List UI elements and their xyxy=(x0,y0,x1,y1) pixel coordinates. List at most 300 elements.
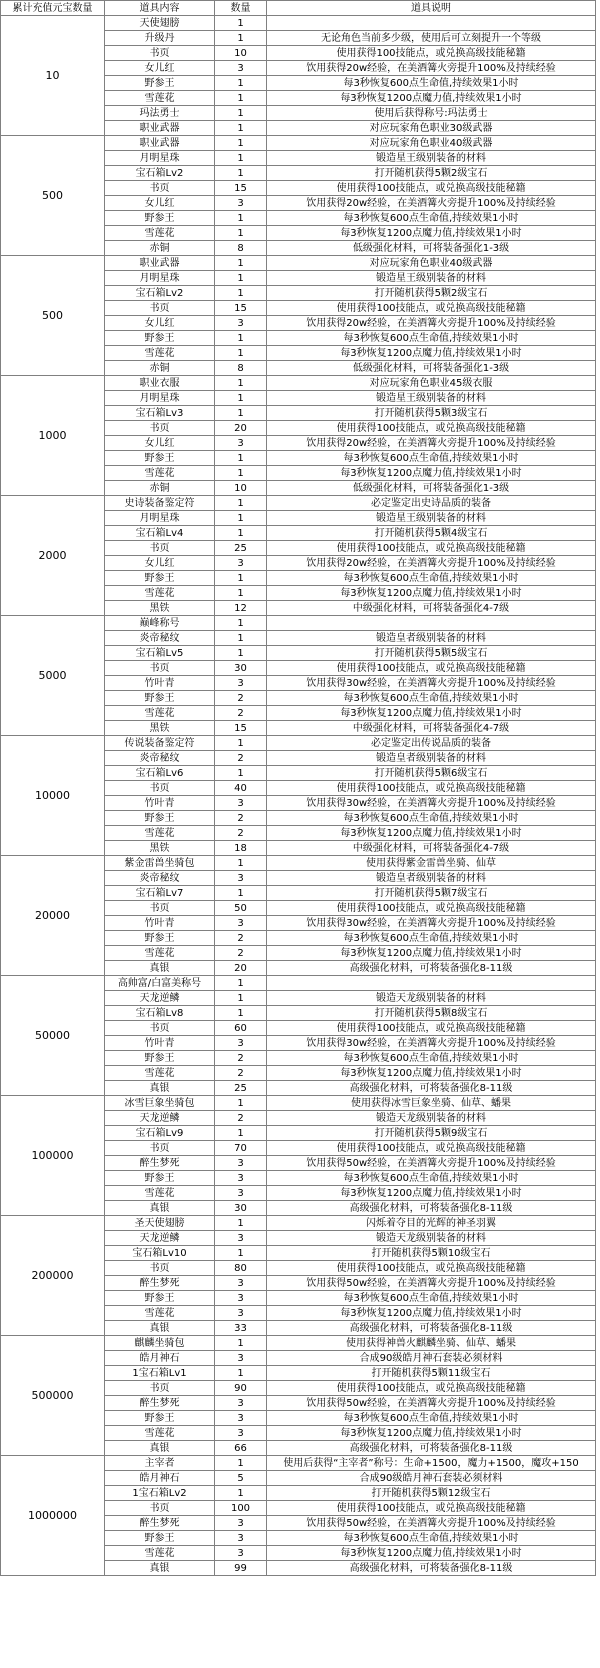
item-quantity: 3 xyxy=(215,916,267,931)
table-row xyxy=(1,1456,596,1471)
item-name: 书页 xyxy=(105,181,215,196)
item-quantity: 30 xyxy=(215,661,267,676)
item-description: 使用获得100技能点，或兑换高级技能秘籍 xyxy=(267,781,596,796)
item-quantity: 1 xyxy=(215,1366,267,1381)
item-quantity: 1 xyxy=(215,136,267,151)
item-quantity: 99 xyxy=(215,1561,267,1576)
item-name: 野参王 xyxy=(105,331,215,346)
item-description: 锻造皇者级别装备的材料 xyxy=(267,871,596,886)
item-quantity: 1 xyxy=(215,976,267,991)
item-quantity: 15 xyxy=(215,181,267,196)
item-name: 书页 xyxy=(105,541,215,556)
item-quantity: 50 xyxy=(215,901,267,916)
item-name: 野参王 xyxy=(105,571,215,586)
table-row xyxy=(1,856,596,871)
item-quantity: 3 xyxy=(215,676,267,691)
item-quantity: 1 xyxy=(215,331,267,346)
item-name: 宝石箱Lv9 xyxy=(105,1126,215,1141)
item-name: 雪莲花 xyxy=(105,586,215,601)
item-description: 饮用获得20w经验，在美酒篝火旁提升100%及持续经验 xyxy=(267,316,596,331)
item-description: 无论角色当前多少级，使用后可立刻提升一个等级 xyxy=(267,31,596,46)
recharge-tier-amount: 200000 xyxy=(1,1216,105,1336)
item-quantity: 1 xyxy=(215,511,267,526)
item-description: 打开随机获得5颗12级宝石 xyxy=(267,1486,596,1501)
item-quantity: 1 xyxy=(215,1456,267,1471)
item-description: 每3秒恢复600点生命值,持续效果1小时 xyxy=(267,451,596,466)
item-name: 真银 xyxy=(105,1201,215,1216)
table-row xyxy=(1,976,596,991)
item-quantity: 40 xyxy=(215,781,267,796)
item-name: 醉生梦死 xyxy=(105,1276,215,1291)
item-name: 野参王 xyxy=(105,931,215,946)
item-name: 天龙逆鳞 xyxy=(105,991,215,1006)
item-name: 月明星珠 xyxy=(105,271,215,286)
item-description: 打开随机获得5颗2级宝石 xyxy=(267,286,596,301)
item-name: 雪莲花 xyxy=(105,1546,215,1561)
item-description: 每3秒恢复1200点魔力值,持续效果1小时 xyxy=(267,466,596,481)
item-quantity: 25 xyxy=(215,541,267,556)
item-name: 黑铁 xyxy=(105,601,215,616)
item-quantity: 60 xyxy=(215,1021,267,1036)
item-quantity: 3 xyxy=(215,1036,267,1051)
item-quantity: 1 xyxy=(215,211,267,226)
item-quantity: 1 xyxy=(215,76,267,91)
item-quantity: 3 xyxy=(215,1351,267,1366)
item-name: 1宝石箱Lv1 xyxy=(105,1366,215,1381)
item-quantity: 1 xyxy=(215,571,267,586)
item-quantity: 1 xyxy=(215,1006,267,1021)
item-description: 饮用获得30w经验，在美酒篝火旁提升100%及持续经验 xyxy=(267,796,596,811)
item-name: 雪莲花 xyxy=(105,1186,215,1201)
item-description: 饮用获得30w经验，在美酒篝火旁提升100%及持续经验 xyxy=(267,916,596,931)
item-description: 每3秒恢复1200点魔力值,持续效果1小时 xyxy=(267,1546,596,1561)
item-name: 天龙逆鳞 xyxy=(105,1231,215,1246)
item-name: 紫金雷兽坐骑包 xyxy=(105,856,215,871)
item-description: 对应玩家角色职业40级武器 xyxy=(267,256,596,271)
item-name: 1宝石箱Lv2 xyxy=(105,1486,215,1501)
item-quantity: 3 xyxy=(215,316,267,331)
item-quantity: 1 xyxy=(215,451,267,466)
item-name: 职业武器 xyxy=(105,121,215,136)
item-quantity: 1 xyxy=(215,346,267,361)
item-description: 每3秒恢复1200点魔力值,持续效果1小时 xyxy=(267,91,596,106)
item-quantity: 1 xyxy=(215,886,267,901)
item-name: 雪莲花 xyxy=(105,226,215,241)
item-description: 使用获得100技能点，或兑换高级技能秘籍 xyxy=(267,541,596,556)
item-name: 女儿红 xyxy=(105,436,215,451)
item-description: 对应玩家角色职业30级武器 xyxy=(267,121,596,136)
item-quantity: 2 xyxy=(215,706,267,721)
item-description: 使用获得100技能点，或兑换高级技能秘籍 xyxy=(267,1141,596,1156)
item-quantity: 2 xyxy=(215,826,267,841)
item-quantity: 90 xyxy=(215,1381,267,1396)
item-name: 雪莲花 xyxy=(105,91,215,106)
item-quantity: 3 xyxy=(215,1546,267,1561)
item-quantity: 2 xyxy=(215,751,267,766)
item-description: 饮用获得20w经验，在美酒篝火旁提升100%及持续经验 xyxy=(267,196,596,211)
item-name: 书页 xyxy=(105,1261,215,1276)
item-name: 宝石箱Lv3 xyxy=(105,406,215,421)
item-quantity: 1 xyxy=(215,31,267,46)
item-description: 每3秒恢复1200点魔力值,持续效果1小时 xyxy=(267,1306,596,1321)
item-quantity: 1 xyxy=(215,166,267,181)
item-description: 高级强化材料，可将装备强化8-11级 xyxy=(267,1201,596,1216)
item-quantity: 3 xyxy=(215,796,267,811)
item-description: 每3秒恢复600点生命值,持续效果1小时 xyxy=(267,571,596,586)
item-name: 雪莲花 xyxy=(105,706,215,721)
item-name: 真银 xyxy=(105,1441,215,1456)
item-name: 女儿红 xyxy=(105,556,215,571)
item-description: 每3秒恢复600点生命值,持续效果1小时 xyxy=(267,76,596,91)
item-name: 雪莲花 xyxy=(105,346,215,361)
item-description: 饮用获得50w经验，在美酒篝火旁提升100%及持续经验 xyxy=(267,1516,596,1531)
item-quantity: 1 xyxy=(215,766,267,781)
item-description: 每3秒恢复600点生命值,持续效果1小时 xyxy=(267,211,596,226)
item-description: 饮用获得30w经验，在美酒篝火旁提升100%及持续经验 xyxy=(267,676,596,691)
recharge-tier-amount: 100000 xyxy=(1,1096,105,1216)
item-quantity: 1 xyxy=(215,91,267,106)
item-name: 真银 xyxy=(105,1321,215,1336)
item-description: 使用获得神兽火麒麟坐骑、仙草、蟠果 xyxy=(267,1336,596,1351)
item-description: 每3秒恢复1200点魔力值,持续效果1小时 xyxy=(267,226,596,241)
item-name: 麒麟坐骑包 xyxy=(105,1336,215,1351)
item-name: 宝石箱Lv7 xyxy=(105,886,215,901)
item-quantity: 1 xyxy=(215,496,267,511)
item-name: 皓月神石 xyxy=(105,1351,215,1366)
item-name: 巅峰称号 xyxy=(105,616,215,631)
item-quantity: 1 xyxy=(215,616,267,631)
item-quantity: 100 xyxy=(215,1501,267,1516)
item-description: 每3秒恢复600点生命值,持续效果1小时 xyxy=(267,1531,596,1546)
item-name: 史诗装备鉴定符 xyxy=(105,496,215,511)
item-description: 使用获得100技能点，或兑换高级技能秘籍 xyxy=(267,421,596,436)
item-quantity: 10 xyxy=(215,481,267,496)
item-quantity: 25 xyxy=(215,1081,267,1096)
item-name: 宝石箱Lv8 xyxy=(105,1006,215,1021)
item-name: 书页 xyxy=(105,301,215,316)
item-quantity: 1 xyxy=(215,1216,267,1231)
item-description: 打开随机获得5颗4级宝石 xyxy=(267,526,596,541)
item-quantity: 3 xyxy=(215,1306,267,1321)
item-name: 黑铁 xyxy=(105,841,215,856)
item-description: 锻造星王级别装备的材料 xyxy=(267,511,596,526)
item-quantity: 2 xyxy=(215,1066,267,1081)
item-quantity: 1 xyxy=(215,286,267,301)
item-quantity: 1 xyxy=(215,1096,267,1111)
item-description: 低级强化材料，可将装备强化1-3级 xyxy=(267,361,596,376)
table-row xyxy=(1,1216,596,1231)
item-description: 使用获得100技能点，或兑换高级技能秘籍 xyxy=(267,1021,596,1036)
item-name: 真银 xyxy=(105,1561,215,1576)
header-recharge-amount: 累计充值元宝数量 xyxy=(1,1,105,16)
item-description: 锻造皇者级别装备的材料 xyxy=(267,751,596,766)
item-description: 每3秒恢复1200点魔力值,持续效果1小时 xyxy=(267,346,596,361)
item-quantity: 1 xyxy=(215,271,267,286)
table-body xyxy=(1,16,596,1576)
item-description: 每3秒恢复1200点魔力值,持续效果1小时 xyxy=(267,586,596,601)
table-header-row xyxy=(1,1,596,16)
item-quantity: 80 xyxy=(215,1261,267,1276)
item-quantity: 18 xyxy=(215,841,267,856)
item-quantity: 3 xyxy=(215,1516,267,1531)
item-quantity: 3 xyxy=(215,196,267,211)
item-description: 合成90级皓月神石套装必须材料 xyxy=(267,1351,596,1366)
item-quantity: 20 xyxy=(215,961,267,976)
item-name: 炎帝秘纹 xyxy=(105,631,215,646)
item-name: 职业武器 xyxy=(105,136,215,151)
item-name: 圣天使翅膀 xyxy=(105,1216,215,1231)
item-quantity: 1 xyxy=(215,466,267,481)
item-name: 天龙逆鳞 xyxy=(105,1111,215,1126)
item-description: 高级强化材料，可将装备强化8-11级 xyxy=(267,1081,596,1096)
item-description: 打开随机获得5颗9级宝石 xyxy=(267,1126,596,1141)
item-description: 每3秒恢复600点生命值,持续效果1小时 xyxy=(267,1051,596,1066)
item-description: 对应玩家角色职业45级衣服 xyxy=(267,376,596,391)
item-quantity: 30 xyxy=(215,1201,267,1216)
item-name: 皓月神石 xyxy=(105,1471,215,1486)
item-description: 锻造天龙级别装备的材料 xyxy=(267,1231,596,1246)
item-quantity: 15 xyxy=(215,721,267,736)
item-description: 使用获得100技能点，或兑换高级技能秘籍 xyxy=(267,661,596,676)
recharge-tier-amount: 20000 xyxy=(1,856,105,976)
item-quantity: 3 xyxy=(215,61,267,76)
item-name: 女儿红 xyxy=(105,196,215,211)
item-description: 使用获得100技能点，或兑换高级技能秘籍 xyxy=(267,181,596,196)
item-quantity: 1 xyxy=(215,526,267,541)
item-description: 打开随机获得5颗8级宝石 xyxy=(267,1006,596,1021)
item-description: 打开随机获得5颗7级宝石 xyxy=(267,886,596,901)
item-description: 对应玩家角色职业40级武器 xyxy=(267,136,596,151)
item-description: 饮用获得50w经验，在美酒篝火旁提升100%及持续经验 xyxy=(267,1396,596,1411)
item-description: 每3秒恢复1200点魔力值,持续效果1小时 xyxy=(267,826,596,841)
item-description: 高级强化材料，可将装备强化8-11级 xyxy=(267,1441,596,1456)
header-item-content: 道具内容 xyxy=(105,1,215,16)
item-quantity: 2 xyxy=(215,931,267,946)
item-description: 打开随机获得5颗3级宝石 xyxy=(267,406,596,421)
item-name: 雪莲花 xyxy=(105,826,215,841)
item-name: 野参王 xyxy=(105,1171,215,1186)
item-quantity: 1 xyxy=(215,226,267,241)
item-name: 醉生梦死 xyxy=(105,1396,215,1411)
item-description: 每3秒恢复1200点魔力值,持续效果1小时 xyxy=(267,1426,596,1441)
item-name: 职业衣服 xyxy=(105,376,215,391)
item-quantity: 2 xyxy=(215,1111,267,1126)
item-description xyxy=(267,616,596,631)
item-quantity: 8 xyxy=(215,241,267,256)
table-row xyxy=(1,736,596,751)
item-description: 中级强化材料，可将装备强化4-7级 xyxy=(267,601,596,616)
table-row xyxy=(1,256,596,271)
recharge-tier-amount: 2000 xyxy=(1,496,105,616)
item-quantity: 1 xyxy=(215,121,267,136)
item-description: 使用后获得“主宰者”称号：生命+1500，魔力+1500，魔攻+150 xyxy=(267,1456,596,1471)
item-description: 每3秒恢复600点生命值,持续效果1小时 xyxy=(267,1171,596,1186)
item-quantity: 1 xyxy=(215,376,267,391)
item-name: 赤铜 xyxy=(105,361,215,376)
item-name: 野参王 xyxy=(105,691,215,706)
item-description: 每3秒恢复600点生命值,持续效果1小时 xyxy=(267,331,596,346)
item-description: 饮用获得50w经验，在美酒篝火旁提升100%及持续经验 xyxy=(267,1276,596,1291)
item-description: 低级强化材料，可将装备强化1-3级 xyxy=(267,481,596,496)
item-quantity: 3 xyxy=(215,1426,267,1441)
table-row xyxy=(1,496,596,511)
item-description: 锻造星王级别装备的材料 xyxy=(267,151,596,166)
item-description: 每3秒恢复600点生命值,持续效果1小时 xyxy=(267,811,596,826)
item-description: 锻造天龙级别装备的材料 xyxy=(267,991,596,1006)
item-name: 书页 xyxy=(105,901,215,916)
item-quantity: 12 xyxy=(215,601,267,616)
item-description: 锻造星王级别装备的材料 xyxy=(267,271,596,286)
item-description: 使用获得100技能点，或兑换高级技能秘籍 xyxy=(267,46,596,61)
item-description: 每3秒恢复1200点魔力值,持续效果1小时 xyxy=(267,706,596,721)
item-name: 玛法勇士 xyxy=(105,106,215,121)
item-name: 醉生梦死 xyxy=(105,1156,215,1171)
item-quantity: 3 xyxy=(215,1231,267,1246)
recharge-tier-amount: 1000000 xyxy=(1,1456,105,1576)
item-name: 主宰者 xyxy=(105,1456,215,1471)
item-description: 打开随机获得5颗6级宝石 xyxy=(267,766,596,781)
item-name: 女儿红 xyxy=(105,61,215,76)
item-description: 打开随机获得5颗11级宝石 xyxy=(267,1366,596,1381)
item-quantity: 1 xyxy=(215,646,267,661)
item-description: 使用获得100技能点，或兑换高级技能秘籍 xyxy=(267,1501,596,1516)
item-description: 每3秒恢复600点生命值,持续效果1小时 xyxy=(267,1291,596,1306)
item-name: 真银 xyxy=(105,1081,215,1096)
item-description: 必定鉴定出传说品质的装备 xyxy=(267,736,596,751)
item-name: 书页 xyxy=(105,1021,215,1036)
item-description: 闪烁着夺目的光辉的神圣羽翼 xyxy=(267,1216,596,1231)
item-description: 使用获得100技能点，或兑换高级技能秘籍 xyxy=(267,301,596,316)
item-description: 使用后获得称号:玛法勇士 xyxy=(267,106,596,121)
item-quantity: 2 xyxy=(215,946,267,961)
item-quantity: 3 xyxy=(215,1291,267,1306)
item-description: 使用获得100技能点，或兑换高级技能秘籍 xyxy=(267,1381,596,1396)
item-quantity: 2 xyxy=(215,691,267,706)
item-description: 高级强化材料，可将装备强化8-11级 xyxy=(267,1561,596,1576)
item-name: 野参王 xyxy=(105,76,215,91)
item-name: 升级丹 xyxy=(105,31,215,46)
item-quantity: 1 xyxy=(215,991,267,1006)
item-quantity: 8 xyxy=(215,361,267,376)
item-name: 竹叶青 xyxy=(105,796,215,811)
item-quantity: 70 xyxy=(215,1141,267,1156)
item-quantity: 1 xyxy=(215,106,267,121)
item-name: 野参王 xyxy=(105,1051,215,1066)
item-quantity: 33 xyxy=(215,1321,267,1336)
item-description: 每3秒恢复1200点魔力值,持续效果1小时 xyxy=(267,1186,596,1201)
item-quantity: 1 xyxy=(215,406,267,421)
item-quantity: 1 xyxy=(215,1126,267,1141)
item-quantity: 3 xyxy=(215,1396,267,1411)
item-name: 野参王 xyxy=(105,1411,215,1426)
item-name: 竹叶青 xyxy=(105,676,215,691)
item-quantity: 5 xyxy=(215,1471,267,1486)
item-description: 使用获得冰雪巨象坐骑、仙草、蟠果 xyxy=(267,1096,596,1111)
item-quantity: 1 xyxy=(215,391,267,406)
recharge-tier-amount: 500 xyxy=(1,136,105,256)
item-name: 雪莲花 xyxy=(105,1066,215,1081)
item-name: 竹叶青 xyxy=(105,1036,215,1051)
item-description: 合成90级皓月神石套装必须材料 xyxy=(267,1471,596,1486)
item-description: 每3秒恢复1200点魔力值,持续效果1小时 xyxy=(267,1066,596,1081)
item-quantity: 3 xyxy=(215,1156,267,1171)
item-name: 书页 xyxy=(105,421,215,436)
item-quantity: 3 xyxy=(215,871,267,886)
item-name: 冰雪巨象坐骑包 xyxy=(105,1096,215,1111)
item-description: 每3秒恢复600点生命值,持续效果1小时 xyxy=(267,691,596,706)
item-name: 书页 xyxy=(105,46,215,61)
table-row xyxy=(1,16,596,31)
item-description: 锻造天龙级别装备的材料 xyxy=(267,1111,596,1126)
item-quantity: 10 xyxy=(215,46,267,61)
item-description: 必定鉴定出史诗品质的装备 xyxy=(267,496,596,511)
recharge-tier-amount: 1000 xyxy=(1,376,105,496)
item-description: 打开随机获得5颗2级宝石 xyxy=(267,166,596,181)
item-name: 野参王 xyxy=(105,811,215,826)
table-row xyxy=(1,1096,596,1111)
item-quantity: 3 xyxy=(215,1186,267,1201)
item-description xyxy=(267,976,596,991)
item-name: 炎帝秘纹 xyxy=(105,751,215,766)
item-name: 宝石箱Lv10 xyxy=(105,1246,215,1261)
item-name: 月明星珠 xyxy=(105,391,215,406)
item-name: 真银 xyxy=(105,961,215,976)
item-description: 每3秒恢复1200点魔力值,持续效果1小时 xyxy=(267,946,596,961)
recharge-tier-amount: 10 xyxy=(1,16,105,136)
recharge-tier-amount: 10000 xyxy=(1,736,105,856)
item-name: 醉生梦死 xyxy=(105,1516,215,1531)
item-name: 雪莲花 xyxy=(105,466,215,481)
item-quantity: 1 xyxy=(215,1336,267,1351)
item-name: 野参王 xyxy=(105,1531,215,1546)
item-quantity: 1 xyxy=(215,1246,267,1261)
item-quantity: 15 xyxy=(215,301,267,316)
table-row xyxy=(1,376,596,391)
item-description: 使用获得100技能点，或兑换高级技能秘籍 xyxy=(267,1261,596,1276)
item-description: 中级强化材料，可将装备强化4-7级 xyxy=(267,841,596,856)
item-name: 月明星珠 xyxy=(105,151,215,166)
recharge-tier-amount: 500 xyxy=(1,256,105,376)
item-quantity: 3 xyxy=(215,1411,267,1426)
item-quantity: 1 xyxy=(215,586,267,601)
item-description: 高级强化材料，可将装备强化8-11级 xyxy=(267,961,596,976)
item-name: 宝石箱Lv4 xyxy=(105,526,215,541)
item-description: 高级强化材料，可将装备强化8-11级 xyxy=(267,1321,596,1336)
item-name: 竹叶青 xyxy=(105,916,215,931)
item-description: 锻造星王级别装备的材料 xyxy=(267,391,596,406)
item-name: 雪莲花 xyxy=(105,1426,215,1441)
item-name: 炎帝秘纹 xyxy=(105,871,215,886)
item-quantity: 2 xyxy=(215,811,267,826)
item-quantity: 3 xyxy=(215,556,267,571)
item-description: 打开随机获得5颗10级宝石 xyxy=(267,1246,596,1261)
header-item-description: 道具说明 xyxy=(267,1,596,16)
item-description: 打开随机获得5颗5级宝石 xyxy=(267,646,596,661)
item-name: 宝石箱Lv2 xyxy=(105,286,215,301)
item-name: 书页 xyxy=(105,1501,215,1516)
item-quantity: 1 xyxy=(215,16,267,31)
item-quantity: 3 xyxy=(215,1531,267,1546)
table-row xyxy=(1,136,596,151)
item-description: 使用获得100技能点，或兑换高级技能秘籍 xyxy=(267,901,596,916)
item-name: 宝石箱Lv5 xyxy=(105,646,215,661)
table-row xyxy=(1,1336,596,1351)
item-quantity: 1 xyxy=(215,856,267,871)
item-description: 饮用获得50w经验，在美酒篝火旁提升100%及持续经验 xyxy=(267,1156,596,1171)
item-name: 黑铁 xyxy=(105,721,215,736)
item-name: 天使翅膀 xyxy=(105,16,215,31)
item-name: 雪莲花 xyxy=(105,946,215,961)
